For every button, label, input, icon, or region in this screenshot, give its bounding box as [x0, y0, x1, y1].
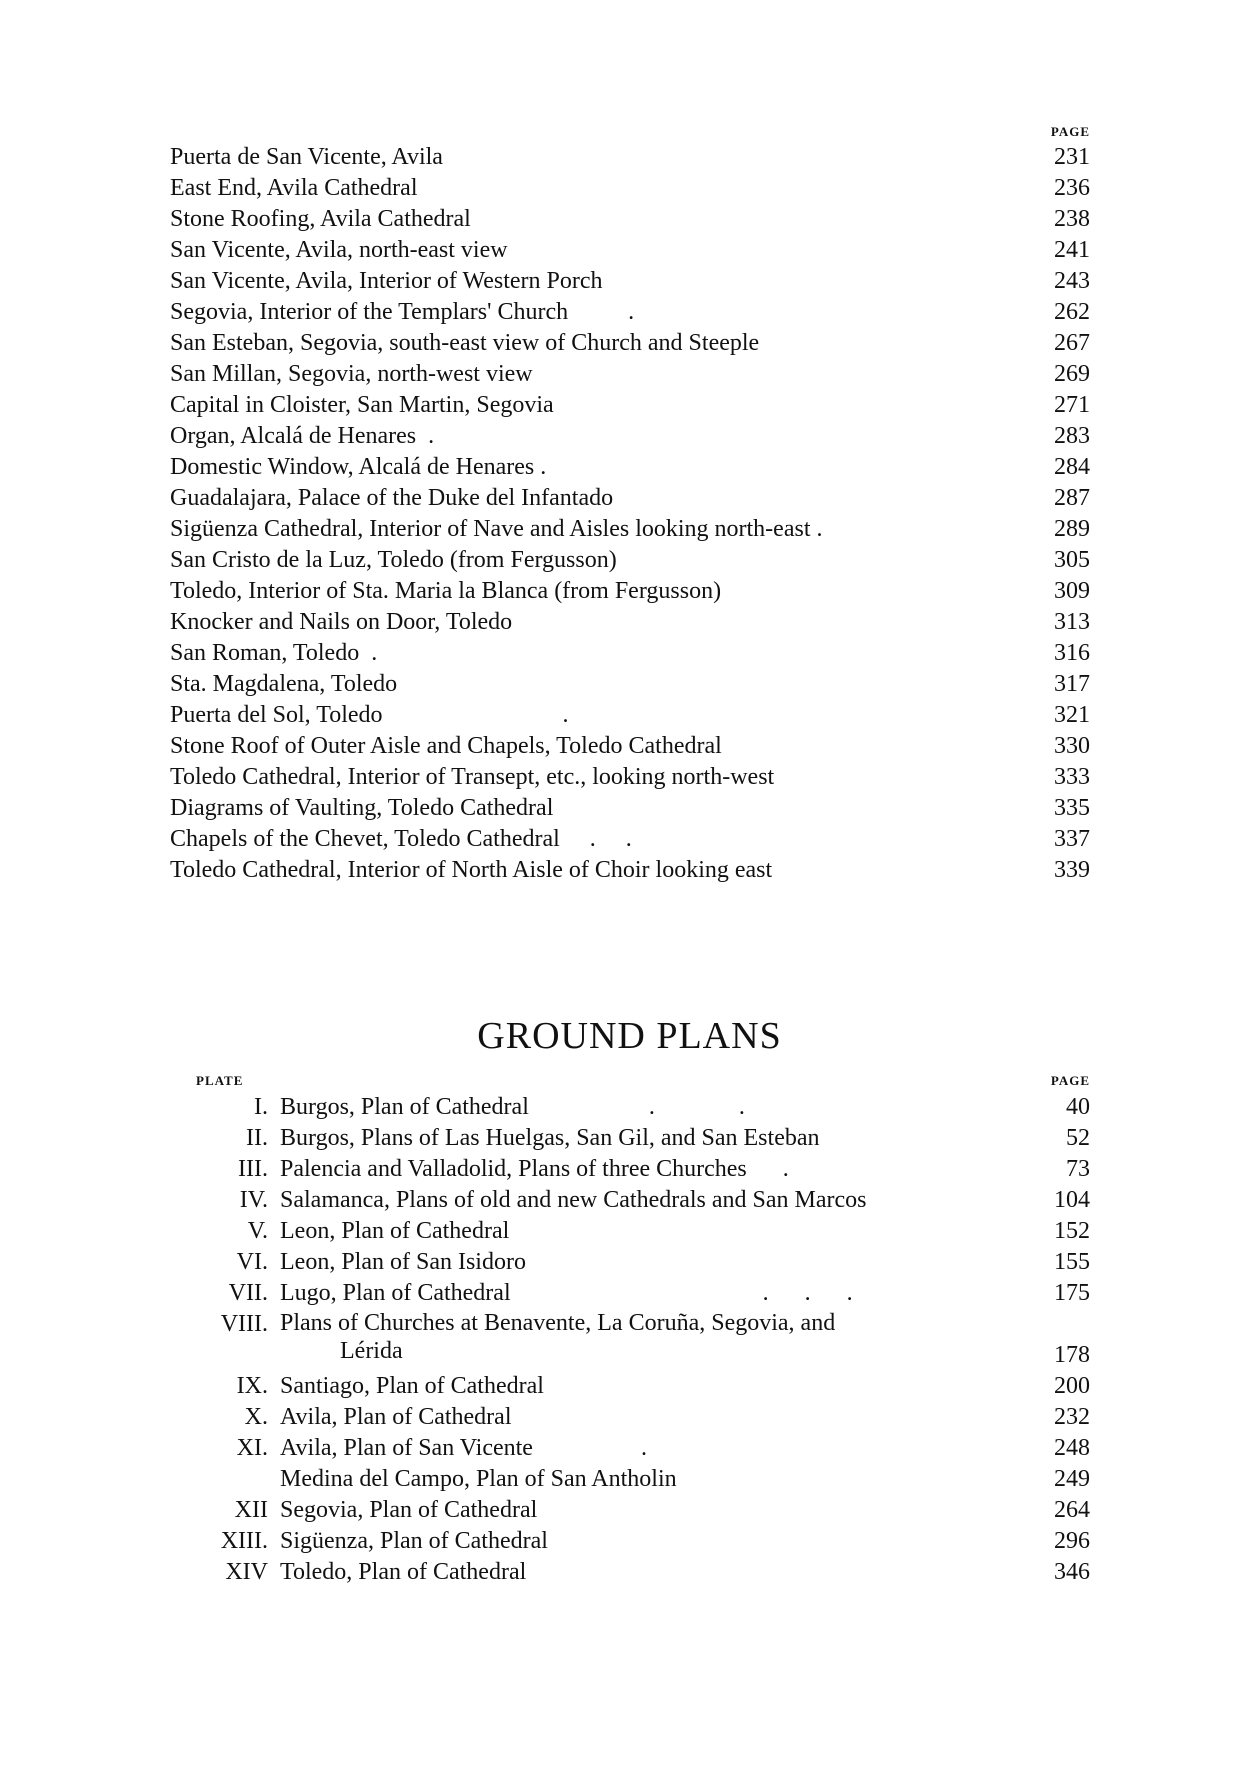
- entry-title-line: Leon, Plan of Cathedral: [280, 1218, 510, 1244]
- entry-title-line: Avila, Plan of San Vicente .: [280, 1435, 647, 1461]
- ground-plan-entry: [196, 1247, 1090, 1278]
- entry-title: [280, 1278, 1030, 1309]
- entry-page-number: 321: [1054, 702, 1090, 728]
- entry-title: [280, 1526, 1030, 1557]
- ground-plan-entry: [196, 1185, 1090, 1216]
- illustrations-rows: [170, 142, 1090, 886]
- entry-title-line: Palencia and Valladolid, Plans of three Churches .: [280, 1156, 789, 1182]
- entry-title: Segovia, Interior of the Templars' Church .: [170, 299, 635, 325]
- page-column-header: PAGE: [1050, 1073, 1090, 1088]
- entry-title: Stone Roofing, Avila Cathedral: [170, 206, 471, 232]
- entry-page-number: 249: [1054, 1466, 1090, 1492]
- entry-page-number: 339: [1054, 857, 1090, 883]
- entry-page-number: 330: [1054, 733, 1090, 759]
- entry-title: Capital in Cloister, San Martin, Segovia: [170, 392, 554, 418]
- entry-title-line: Plans of Churches at Benavente, La Coruña, Segovia, and: [280, 1310, 836, 1336]
- illustration-entry: [170, 452, 1090, 483]
- entry-title-line: Toledo, Plan of Cathedral: [280, 1559, 527, 1585]
- plate-number: VII.: [228, 1280, 268, 1306]
- entry-page-number: 309: [1054, 578, 1090, 604]
- entry-title: East End, Avila Cathedral: [170, 175, 418, 201]
- entry-title: [280, 1402, 1030, 1433]
- entry-title: Domestic Window, Alcalá de Henares .: [170, 454, 547, 480]
- ground-plans-heading: GROUND PLANS: [477, 1015, 782, 1057]
- ground-plan-entry: [196, 1526, 1090, 1557]
- ground-plan-entry: [196, 1216, 1090, 1247]
- illustration-entry: [170, 607, 1090, 638]
- plate-number: IX.: [236, 1373, 268, 1399]
- entry-title: [280, 1247, 1030, 1278]
- illustration-entry: [170, 638, 1090, 669]
- entry-page-number: 248: [1054, 1435, 1090, 1461]
- entry-title: [280, 1557, 1030, 1588]
- entry-title-line: Burgos, Plans of Las Huelgas, San Gil, and San Esteban: [280, 1125, 820, 1151]
- entry-title-line: Sigüenza, Plan of Cathedral: [280, 1528, 548, 1554]
- entry-page-number: 305: [1054, 547, 1090, 573]
- illustration-entry: [170, 669, 1090, 700]
- plate-number: XII: [234, 1497, 268, 1523]
- entry-title: Guadalajara, Palace of the Duke del Infantado: [170, 485, 614, 511]
- entry-page-number: 155: [1054, 1249, 1090, 1275]
- plate-number: XI.: [236, 1435, 268, 1461]
- entry-title: Knocker and Nails on Door, Toledo: [170, 609, 513, 635]
- ground-plan-entry: [196, 1309, 1090, 1371]
- entry-page-number: 236: [1054, 175, 1090, 201]
- plate-number: I.: [254, 1094, 268, 1120]
- entry-title: Stone Roof of Outer Aisle and Chapels, Toledo Cathedral: [170, 733, 722, 759]
- entry-page-number: 231: [1054, 144, 1090, 170]
- illustration-entry: [170, 514, 1090, 545]
- entry-title: San Vicente, Avila, Interior of Western Porch: [170, 268, 603, 294]
- entry-title: Sigüenza Cathedral, Interior of Nave and Aisles looking north-east .: [170, 516, 823, 542]
- entry-title: [280, 1309, 1030, 1365]
- entry-title: Sta. Magdalena, Toledo: [170, 671, 398, 697]
- plate-number: IV.: [239, 1187, 268, 1213]
- illustration-entry: [170, 142, 1090, 173]
- entry-title: Puerta de San Vicente, Avila: [170, 144, 443, 170]
- entry-page-number: 313: [1054, 609, 1090, 635]
- ground-plan-entry: [196, 1495, 1090, 1526]
- entry-title-line: Leon, Plan of San Isidoro: [280, 1249, 526, 1275]
- entry-title: [280, 1371, 1030, 1402]
- illustration-entry: [170, 700, 1090, 731]
- entry-page-number: 287: [1054, 485, 1090, 511]
- entry-page-number: 178: [1054, 1342, 1090, 1368]
- entry-title-line: Avila, Plan of Cathedral: [280, 1404, 512, 1430]
- illustration-entry: [170, 297, 1090, 328]
- page-column-header: PAGE: [1050, 124, 1090, 139]
- illustration-entry: [170, 762, 1090, 793]
- illustration-entry: [170, 545, 1090, 576]
- illustration-entry: [170, 855, 1090, 886]
- entry-title-line: Segovia, Plan of Cathedral: [280, 1497, 538, 1523]
- entry-page-number: 243: [1054, 268, 1090, 294]
- ground-plan-entry: [196, 1402, 1090, 1433]
- plate-number: V.: [247, 1218, 268, 1244]
- entry-title: San Millan, Segovia, north-west view: [170, 361, 533, 387]
- entry-page-number: 333: [1054, 764, 1090, 790]
- entry-title: [280, 1123, 1030, 1154]
- entry-title: [280, 1495, 1030, 1526]
- entry-title: [280, 1216, 1030, 1247]
- illustration-entry: [170, 328, 1090, 359]
- entry-page-number: 269: [1054, 361, 1090, 387]
- illustration-entry: [170, 483, 1090, 514]
- illustration-entry: [170, 235, 1090, 266]
- plate-number: II.: [246, 1125, 268, 1151]
- illustration-entry: [170, 793, 1090, 824]
- illustration-entry: [170, 421, 1090, 452]
- entry-title: San Roman, Toledo .: [170, 640, 378, 666]
- entry-page-number: 267: [1054, 330, 1090, 356]
- illustration-entry: [170, 266, 1090, 297]
- entry-title: [280, 1185, 1030, 1216]
- entry-title: San Vicente, Avila, north-east view: [170, 237, 508, 263]
- illustration-entry: [170, 576, 1090, 607]
- entry-title: [280, 1154, 1030, 1185]
- entry-title-continuation: Lérida: [340, 1338, 403, 1364]
- ground-plan-entry: [196, 1154, 1090, 1185]
- entry-title-line: Santiago, Plan of Cathedral: [280, 1373, 544, 1399]
- ground-plan-entry: [196, 1464, 1090, 1495]
- entry-page-number: 289: [1054, 516, 1090, 542]
- illustration-entry: [170, 359, 1090, 390]
- entry-page-number: 284: [1054, 454, 1090, 480]
- plate-number: X.: [244, 1404, 268, 1430]
- plate-column-header: PLATE: [196, 1073, 244, 1088]
- entry-title-line: Medina del Campo, Plan of San Antholin: [280, 1466, 677, 1492]
- entry-page-number: 296: [1054, 1528, 1090, 1554]
- entry-page-number: 104: [1054, 1187, 1090, 1213]
- entry-title: Diagrams of Vaulting, Toledo Cathedral: [170, 795, 554, 821]
- entry-title-line: Lugo, Plan of Cathedral . . .: [280, 1280, 853, 1306]
- illustration-entry: [170, 824, 1090, 855]
- entry-page-number: 238: [1054, 206, 1090, 232]
- plate-number: VI.: [236, 1249, 268, 1275]
- entry-page-number: 262: [1054, 299, 1090, 325]
- entry-title-line: Salamanca, Plans of old and new Cathedrals and San Marcos: [280, 1187, 867, 1213]
- entry-page-number: 73: [1066, 1156, 1090, 1182]
- illustration-entry: [170, 173, 1090, 204]
- ground-plan-entry: [196, 1371, 1090, 1402]
- plate-number: III.: [238, 1156, 268, 1182]
- entry-page-number: 200: [1054, 1373, 1090, 1399]
- entry-page-number: 317: [1054, 671, 1090, 697]
- illustration-entry: [170, 731, 1090, 762]
- entry-title: Toledo, Interior of Sta. Maria la Blanca (from Fergusson): [170, 578, 722, 604]
- ground-plan-entry: [196, 1433, 1090, 1464]
- entry-title: Chapels of the Chevet, Toledo Cathedral . .: [170, 826, 632, 852]
- ground-plan-entry: [196, 1278, 1090, 1309]
- plate-number: XIII.: [220, 1528, 268, 1554]
- illustration-entry: [170, 204, 1090, 235]
- plate-number: VIII.: [220, 1311, 268, 1337]
- entry-title: [280, 1092, 1030, 1123]
- ground-plans-rows: [196, 1092, 1090, 1588]
- plate-number: XIV: [225, 1559, 268, 1585]
- entry-page-number: 152: [1054, 1218, 1090, 1244]
- entry-page-number: 316: [1054, 640, 1090, 666]
- entry-page-number: 283: [1054, 423, 1090, 449]
- entry-page-number: 346: [1054, 1559, 1090, 1585]
- entry-title: [280, 1464, 1030, 1495]
- entry-page-number: 264: [1054, 1497, 1090, 1523]
- entry-page-number: 175: [1054, 1280, 1090, 1306]
- ground-plans-column-headers: [196, 1070, 1090, 1092]
- entry-title: [280, 1433, 1030, 1464]
- entry-title: Toledo Cathedral, Interior of Transept, etc., looking north-west: [170, 764, 775, 790]
- entry-page-number: 271: [1054, 392, 1090, 418]
- ground-plan-entry: [196, 1557, 1090, 1588]
- ground-plan-entry: [196, 1123, 1090, 1154]
- entry-title-line: Burgos, Plan of Cathedral . .: [280, 1094, 745, 1120]
- entry-page-number: 232: [1054, 1404, 1090, 1430]
- entry-page-number: 40: [1066, 1094, 1090, 1120]
- illustration-entry: [170, 390, 1090, 421]
- entry-page-number: 335: [1054, 795, 1090, 821]
- illustrations-list: [170, 122, 1090, 886]
- entry-title: Organ, Alcalá de Henares .: [170, 423, 435, 449]
- entry-page-number: 337: [1054, 826, 1090, 852]
- entry-page-number: 241: [1054, 237, 1090, 263]
- entry-page-number: 52: [1066, 1125, 1090, 1151]
- entry-title: San Esteban, Segovia, south-east view of Church and Steeple: [170, 330, 760, 356]
- ground-plans-list: [196, 1070, 1090, 1588]
- entry-title: Toledo Cathedral, Interior of North Aisle of Choir looking east: [170, 857, 773, 883]
- entry-title: San Cristo de la Luz, Toledo (from Fergusson): [170, 547, 617, 573]
- ground-plan-entry: [196, 1092, 1090, 1123]
- entry-title: Puerta del Sol, Toledo .: [170, 702, 569, 728]
